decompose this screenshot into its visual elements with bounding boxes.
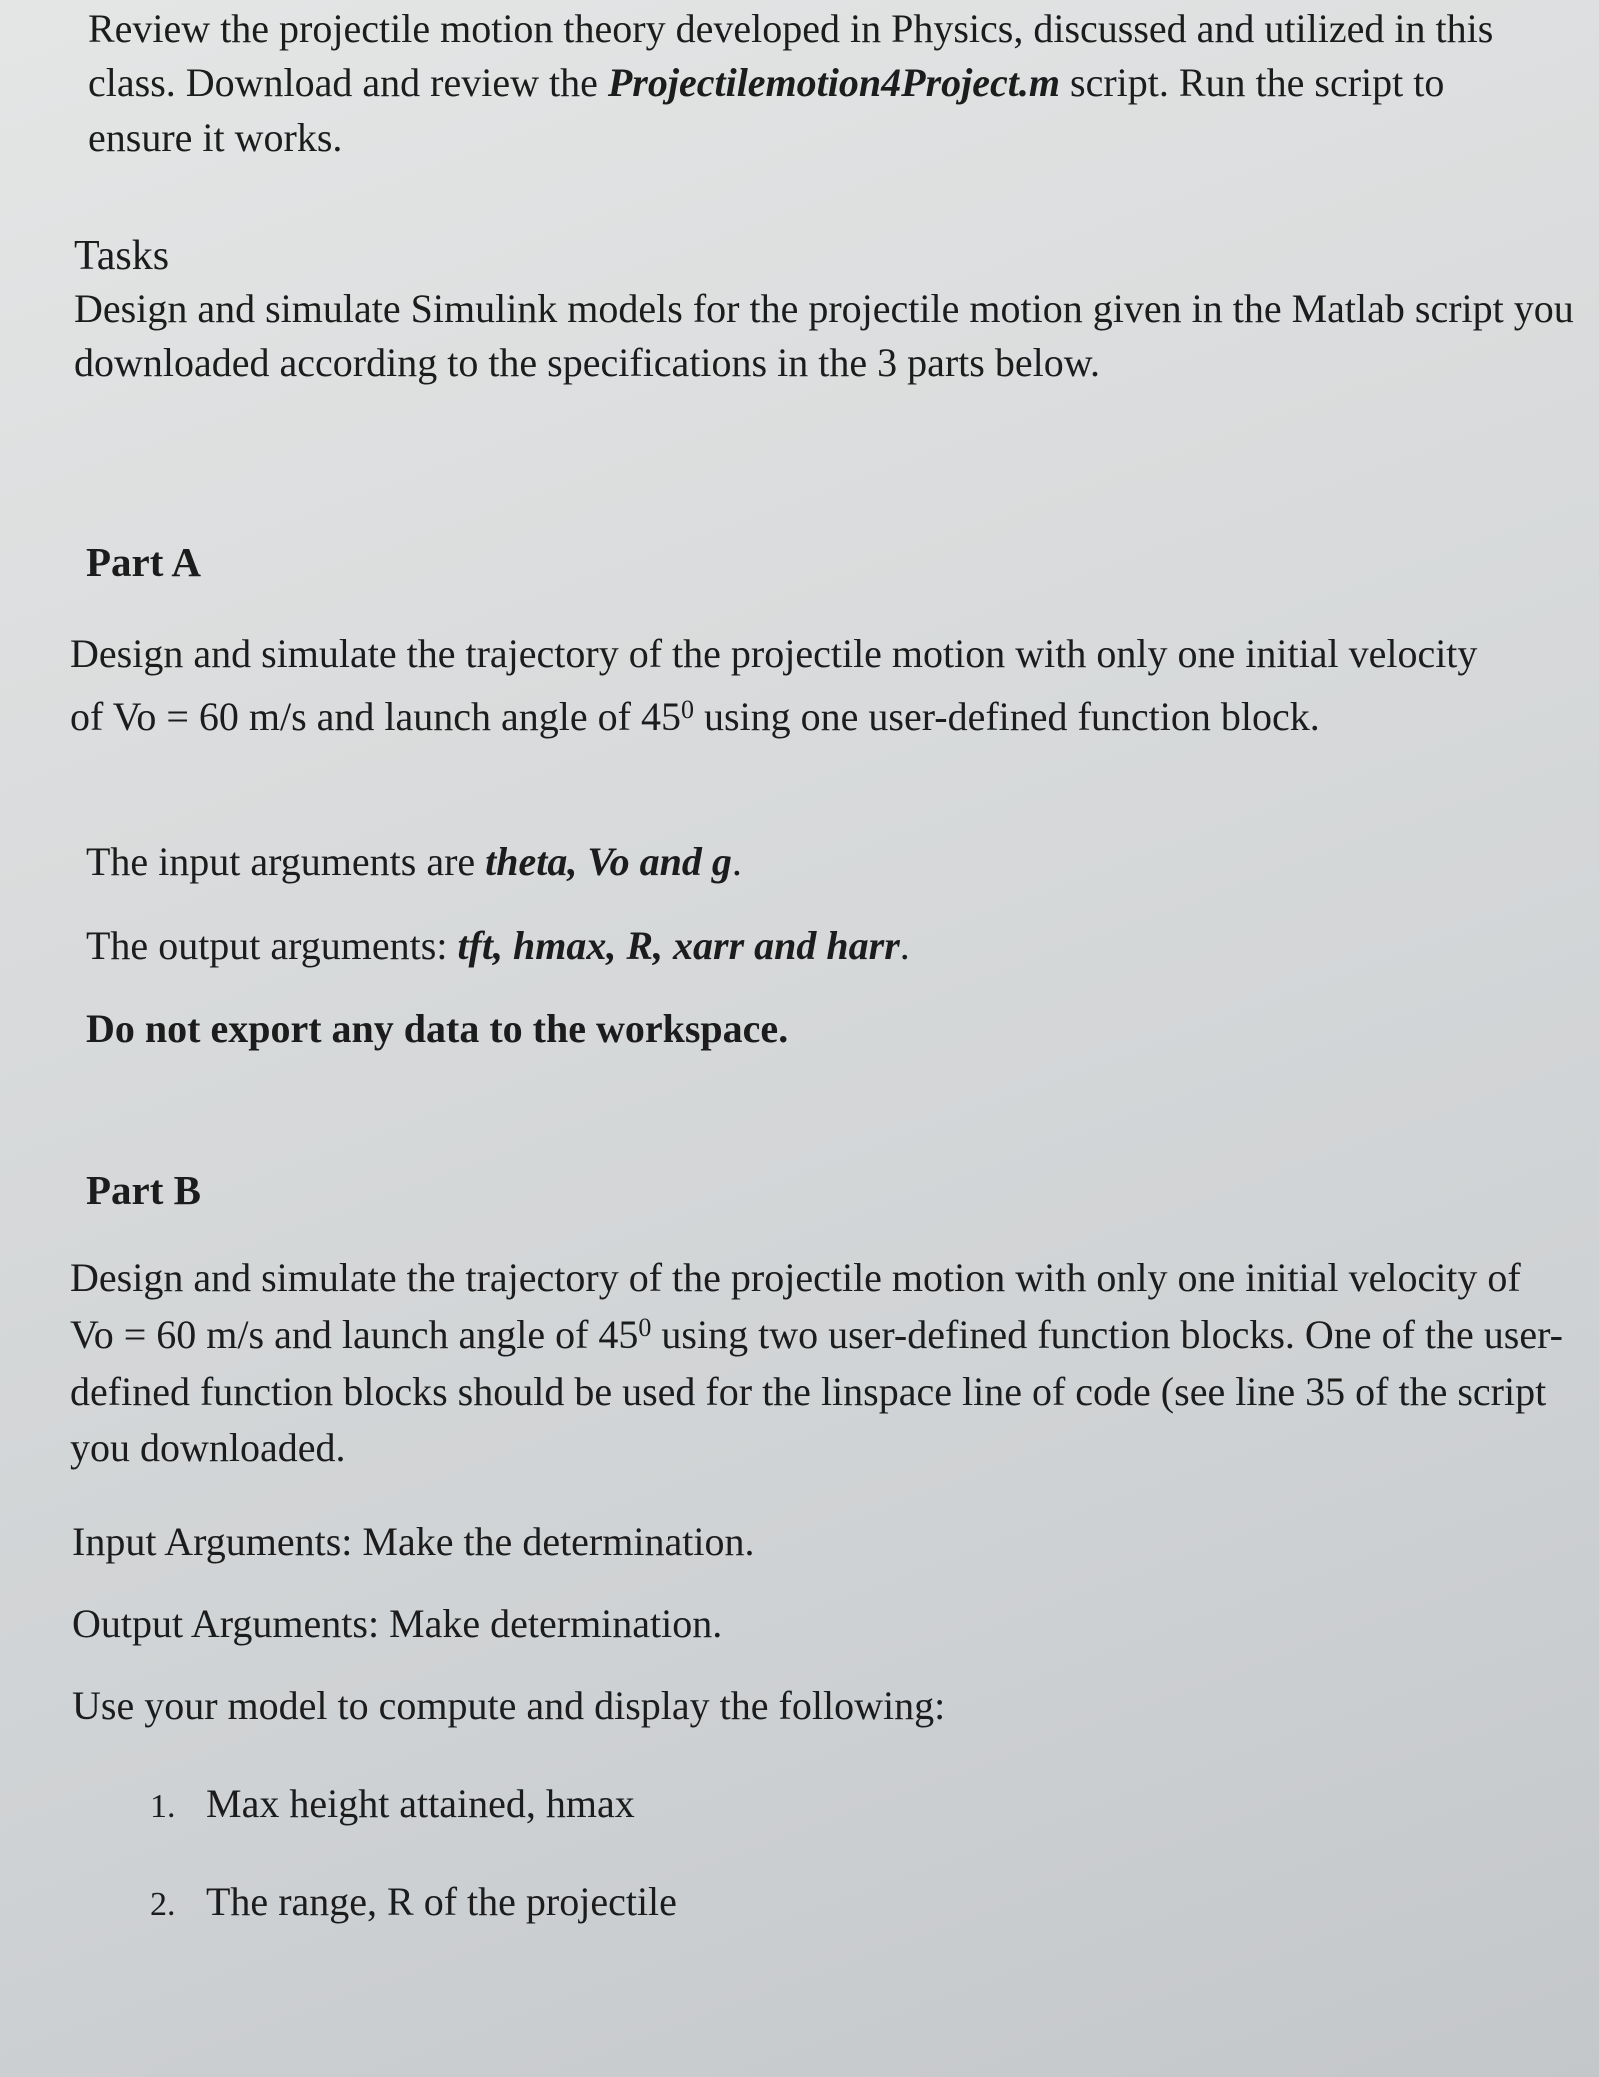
inputs-label: The input arguments are — [86, 839, 486, 884]
outputs-value: tft, hmax, R, xarr and harr — [457, 923, 900, 968]
list-number: 1. — [150, 1788, 176, 1825]
no-export-note: Do not export any data to the workspace. — [86, 1006, 789, 1051]
degree-symbol: 0 — [681, 695, 694, 725]
outputs-end: . — [899, 923, 910, 968]
outputs-label: The output arguments: — [86, 923, 458, 968]
script-filename: Projectilemotion4Project.m — [607, 60, 1060, 106]
list-item — [150, 1878, 677, 1925]
part-a-outputs — [86, 922, 910, 969]
part-a-text: Design and simulate the trajectory of the projectile motion with only one initial velocity of Vo = 60 m/s and launch angle of 45 — [70, 631, 1478, 740]
intro-text-end: script. Run the script to ensure it works. — [88, 60, 1445, 160]
inputs-end: . — [731, 839, 742, 884]
part-b-outputs: Output Arguments: Make determination. — [72, 1601, 723, 1646]
degree-symbol: 0 — [638, 1312, 652, 1342]
intro-text: Review the projectile motion theory developed in Physics, discussed and utilized in this class. Download and review the — [88, 6, 1494, 106]
part-b-heading: Part B — [86, 1167, 201, 1213]
tasks-heading: Tasks — [74, 233, 170, 279]
list-text: The range, R of the projectile — [206, 1879, 677, 1924]
list-number: 2. — [150, 1886, 176, 1923]
list-item — [150, 1780, 635, 1827]
intro-paragraph — [88, 2, 1548, 165]
part-b-inputs: Input Arguments: Make the determination. — [72, 1519, 755, 1564]
part-b-use-model: Use your model to compute and display the following: — [72, 1683, 946, 1728]
part-b-text-end: using two user-defined function blocks. One of the user-defined function blocks should be used for the linspace line of code (see line 35 of the script you downloaded. — [70, 1311, 1563, 1471]
part-a-inputs — [86, 838, 742, 885]
part-a-heading: Part A — [86, 539, 201, 585]
list-text: Max height attained, hmax — [206, 1781, 635, 1826]
inputs-value: theta, Vo and g — [485, 839, 732, 884]
part-b-text: Design and simulate the trajectory of the projectile motion with only one initial velocity of Vo = 60 m/s and launch angle of 45 — [70, 1255, 1521, 1357]
part-a-paragraph — [70, 622, 1500, 748]
part-b-paragraph — [70, 1250, 1570, 1477]
part-a-text-end: using one user-defined function block. — [694, 694, 1320, 740]
tasks-paragraph: Design and simulate Simulink models for the projectile motion given in the Matlab script you downloaded according to the specifications in the 3 parts below. — [74, 286, 1574, 386]
